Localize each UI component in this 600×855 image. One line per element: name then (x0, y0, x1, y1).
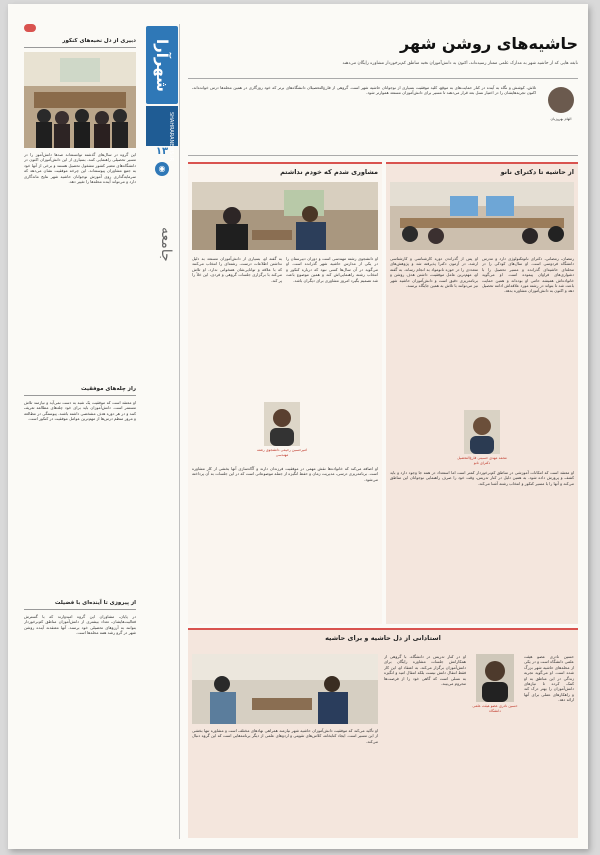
divider (24, 47, 136, 48)
classroom-photo (24, 52, 136, 148)
brand-block (146, 26, 178, 104)
box-title: دبیری از دل نخبه‌های کنکور (62, 38, 136, 44)
workshop-photo (192, 654, 378, 724)
masthead (144, 24, 180, 839)
section-professor (188, 628, 578, 838)
box-text: این گروه در سال‌های گذشته توانسته‌اند صدها دانش‌آموز را در مسیر تحصیلی راهنمایی کنند. بسیاری از این دانش‌آموزان اکنون در دانشگاه‌های معتبر کشور مشغول تحصیل هستند و برخی از آنها خود به جمع مشاوران پیوسته‌اند. این چرخه موفقیت نشان می‌دهد که سرمایه‌گذاری روی آموزش نوجوانان حاشیه شهر نتایج ماندگاری دارد و می‌تواند آینده محله‌ها را تغییر دهد. (24, 152, 136, 185)
advice-text-b: به گفته او، بسیاری از دانش‌آموزان مستعد به دلیل نداشتن اطلاعات درست، رشته‌ای را انتخاب می‌کنند که با علاقه و توانایی‌شان همخوانی ندارد. او تلاش می‌کند با برگزاری جلسات گروهی و فردی، این خلأ را پر کند. (192, 256, 282, 283)
newspaper-page (8, 4, 588, 849)
section-nano (386, 162, 578, 624)
author-avatar (548, 87, 574, 113)
brand-logo: شهرآرا (153, 38, 171, 92)
advice-text-a: او دانشجوی رشته مهندسی است و دوران دبیرستان را در یکی از مدارس حاشیه شهر گذرانده است. او می‌گوید در آن سال‌ها کسی نبود که درباره کنکور و انتخاب رشته راهنمایی‌اش کند و همین موضوع باعث شد تصمیم بگیرد امروز مشاوری برای دیگران باشد. (286, 256, 378, 283)
section-bar (188, 628, 578, 630)
section-title: از حاشیه تا دکترای نانو (500, 168, 574, 176)
badge-icon (24, 24, 36, 32)
professor-text-b: او در کنار تدریس در دانشگاه، با گروهی از همکارانش جلسات مشاوره رایگان برای دانش‌آموزان برگزار می‌کند. به اعتقاد او، این کار فقط انتقال دانش نیست بلکه انتقال امید و انگیزه به نسلی است که گاهی خود را از فرصت‌ها محروم می‌بیند. (384, 654, 466, 687)
intro-text: تلاش، کوشش و نگاه به آینده در کنار حمایت‌های به موقع، کلید موفقیت بسیاری از نوجوانان حاشیه شهر است. گروهی از فارغ‌التحصیلان دانشگاه‌های برتر که خود روزگاری در همین محله‌ها درس خوانده‌اند، اکنون تجربه‌هایشان را در اختیار نسل بعد قرار می‌دهند تا مسیر برای دانش‌آموزان مستعد هموارتر شود. (192, 85, 536, 96)
portrait-photo (476, 654, 514, 702)
interview-photo (192, 182, 378, 250)
nano-text-b: او پس از گذراندن دوره کارشناسی و کارشناسی ارشد، در آزمون دکترا پذیرفته شد و پژوهش‌های متعددی را در حوزه نانومواد به انجام رساند. به گفته او، مهم‌ترین عامل موفقیت، داشتن هدف روشن و برنامه‌ریزی دقیق است و دانش‌آموزان حاشیه شهر نیز می‌توانند با تلاش به همین جایگاه برسند. (390, 256, 478, 289)
site-url[interactable]: SHAHRARANEWS.IR (168, 112, 174, 162)
success-text: او معتقد است که موفقیت یک شبه به دست نمی‌آید و نیازمند تلاش مستمر است. دانش‌آموزان باید برای خود چله‌های مطالعه تعریف کنند و در هر دوره هدف مشخصی داشته باشند. پیوستگی در مطالعه و مرور منظم درس‌ها از مهم‌ترین عوامل موفقیت در کنکور است. (24, 400, 136, 422)
page-number: ۱۳ (155, 146, 169, 157)
portrait-caption: حسین نادری عضو هیئت علمی دانشگاه (472, 704, 518, 713)
subtitle: نابغه هایی که از حاشیه شهر به مدارک علمی ممتاز رسیده‌اند، اکنون به دانش‌آموزان نخبه مناطق کم‌برخوردار مشاوره رایگان می‌دهند (342, 61, 578, 66)
portrait-caption: محمد مهدی حسینی فارغ‌التحصیل دکترای نانو (457, 456, 507, 465)
column-divider (179, 24, 180, 839)
future-text: در پایان، مشاوران این گروه امیدوارند که با گسترش فعالیت‌هایشان، تعداد بیشتری از دانش‌آموزان مناطق کم‌برخوردار بتوانند به آرزوهای تحصیلی خود برسند. آنها معتقدند آینده روشن شهر در گرو رشد همه محله‌ها است. (24, 614, 136, 636)
portrait-photo (264, 402, 300, 446)
section-bar (188, 162, 382, 164)
section-dot-icon: ◉ (155, 162, 169, 176)
intro-box (188, 78, 578, 156)
section-title: استادانی از دل حاشیه و برای حاشیه (325, 634, 441, 642)
success-title: راز چله‌های موفقیت (81, 386, 136, 392)
portrait-photo (464, 410, 500, 454)
professor-text-c: او تأکید می‌کند که موفقیت دانش‌آموزان حاشیه شهر نیازمند همراهی نهادهای مختلف است و مشاوره تنها بخشی از این مسیر است. ایجاد کتابخانه، کلاس‌های تقویتی و اردوهای علمی از دیگر برنامه‌هایی است که این گروه دنبال می‌کند. (192, 728, 378, 744)
advice-text-c: او اضافه می‌کند که خانواده‌ها نقش مهمی در موفقیت فرزندان دارند و آگاه‌سازی آنها بخشی از کار مشاوره است. برنامه‌ریزی درسی، مدیریت زمان و حفظ انگیزه از جمله موضوعاتی است که در این جلسات به آن پرداخته می‌شود. (192, 466, 378, 482)
section-title: مشاوری شدم که خودم نداشتم (280, 168, 378, 176)
headline: حاشیه‌های روشن شهر (400, 34, 578, 53)
divider (24, 609, 136, 610)
nano-text-a: رمضان، رمضانی، دکترای نانوتکنولوژی دارد و مدرس دانشگاه فردوسی است. او سال‌های کودکی را در محله‌ای حاشیه‌ای گذرانده و مسیر تحصیل را با دشواری‌های فراوان پیموده است. او می‌گوید خانواده‌اش همیشه حامی او بوده‌اند و همین حمایت باعث شد تا بتواند در رشته مورد علاقه‌اش ادامه تحصیل دهد و اکنون به دانش‌آموزان مشاوره بدهد. (482, 256, 574, 294)
section-advice (188, 162, 382, 624)
section-name: جامعه (158, 226, 174, 262)
portrait-caption: امیرحسین رحیمی دانشجوی رشته مهندسی (256, 448, 308, 457)
nano-text-c: او معتقد است که امکانات آموزشی در مناطق کم‌برخوردار کمتر است اما استعداد در همه جا وجود دارد و باید کشف و پرورش داده شود. به همین دلیل در کنار تدریس، وقت خود را صرف راهنمایی نوجوانان این مناطق می‌کند و آنها را با مسیر کنکور و انتخاب رشته آشنا می‌کند. (390, 470, 574, 486)
author-name: الهام بهروزیان (550, 117, 572, 121)
divider (24, 395, 136, 396)
professor-text-a: حسین نادری عضو هیئت علمی دانشگاه است و در یکی از محله‌های حاشیه شهر بزرگ شده است. او می‌گوید تجربه زندگی در این مناطق به او کمک کرده تا نیازهای دانش‌آموزان را بهتر درک کند و راهکارهای عملی برای آنها ارائه دهد. (524, 654, 574, 703)
section-bar (386, 162, 578, 164)
meeting-photo (390, 182, 574, 250)
future-title: از پیروزی تا آینده‌ای با فضیلت (54, 600, 136, 606)
